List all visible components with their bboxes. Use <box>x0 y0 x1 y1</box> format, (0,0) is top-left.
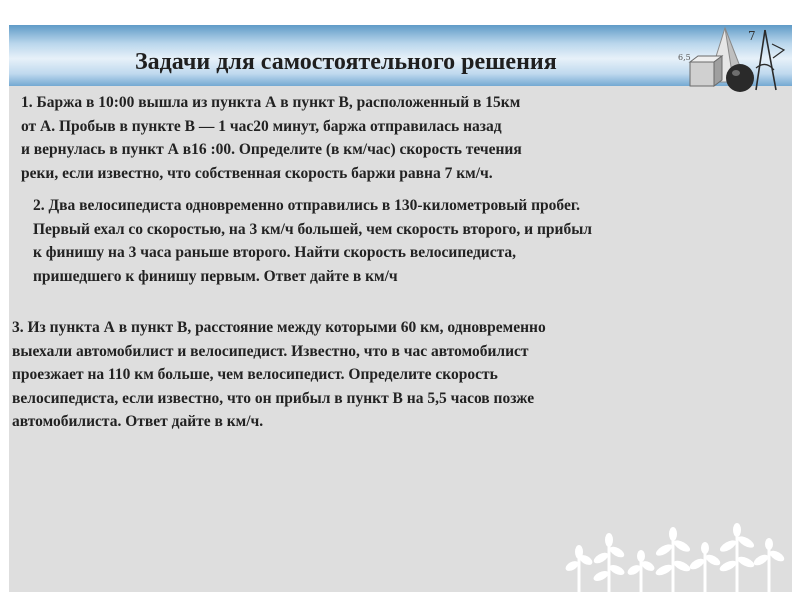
task-3-line: проезжает на 110 км больше, чем велосипедист. Определите скорость <box>12 366 498 383</box>
task-2-line: Первый ехал со скоростью, на 3 км/ч большей, чем скорость второго, и прибыл <box>33 220 592 238</box>
slide-title: Задачи для самостоятельного решения <box>135 49 557 75</box>
geometry-label-seven: 7 <box>748 29 756 43</box>
task-1-line: от А. Пробыв в пункте В — 1 час20 минут, баржа отправилась назад <box>21 117 502 135</box>
task-1-line: 1. Баржа в 10:00 вышла из пункта А в пункт В, расположенный в 15км <box>21 94 521 111</box>
task-3-line: выехали автомобилист и велосипедист. Известно, что в час автомобилист <box>12 342 529 360</box>
task-1-line: и вернулась в пункт А в16 :00. Определите (в км/час) скорость течения <box>21 141 522 158</box>
task-3-line: велосипедиста, если известно, что он прибыл в пункт В на 5,5 часов позже <box>12 389 535 407</box>
task-3-line: 3. Из пункта А в пункт В, расстояние между которыми 60 км, одновременно <box>12 319 546 336</box>
task-2-line: 2. Два велосипедиста одновременно отправились в 130-километровый пробег. <box>33 197 580 214</box>
geometry-shapes-icon <box>670 20 790 100</box>
task-2 <box>33 194 592 288</box>
task-1 <box>21 91 522 185</box>
geometry-label-six-five: 6,5 <box>678 53 691 62</box>
task-2-line: пришедшего к финишу первым. Ответ дайте в км/ч <box>33 267 398 285</box>
task-3 <box>12 316 546 434</box>
task-2-line: к финишу на 3 часа раньше второго. Найти скорость велосипедиста, <box>33 244 517 261</box>
plant-silhouettes-icon <box>565 520 790 592</box>
task-1-line: реки, если известно, что собственная скорость баржи равна 7 км/ч. <box>21 164 493 182</box>
task-3-line: автомобилиста. Ответ дайте в км/ч. <box>12 413 264 430</box>
